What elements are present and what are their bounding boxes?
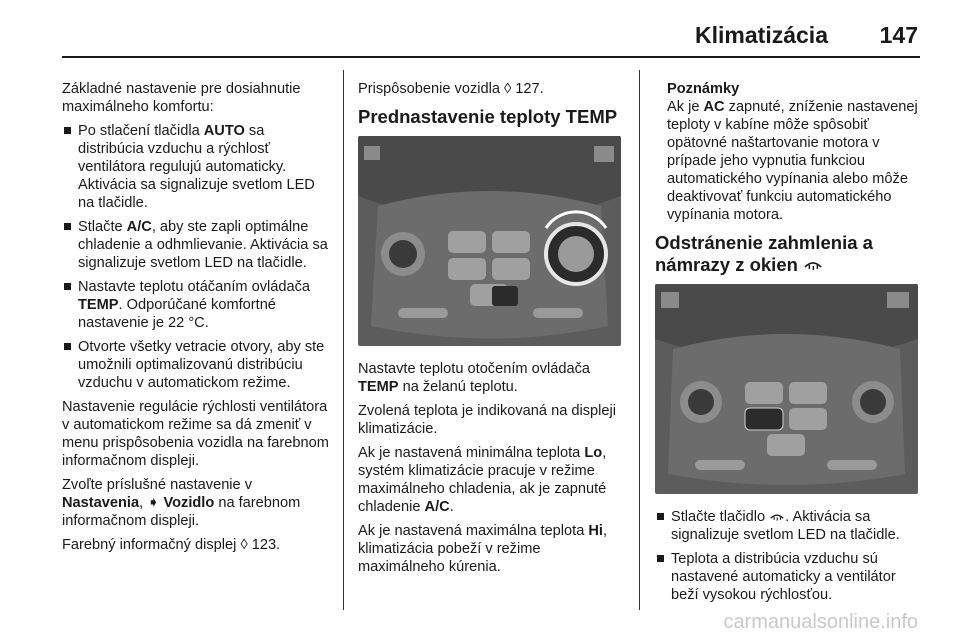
min-temp-paragraph: Ak je nastavená minimálna teplota Lo, systém klimatizácie pracuje v režime maximálneho chladenia, ak je zapnuté chladenie A/C. — [358, 445, 607, 515]
climate-panel-illustration — [655, 284, 918, 494]
page-header — [62, 14, 920, 58]
temp-section-heading: Prednastavenie teploty TEMP — [358, 106, 618, 127]
max-temp-paragraph: Ak je nastavená maximálna teplota Hi, klimatizácia pobeží v režime maximálneho kúrenia. — [358, 523, 608, 575]
temp-display-paragraph: Zvolená teplota je indikovaná na displeji klimatizácie. — [358, 403, 616, 437]
defrost-section-heading: Odstránenie zahmlenia a námrazy z okien — [655, 232, 873, 275]
vehicle-personalisation-reference: Prispôsobenie vozidla ◊ 127. — [358, 81, 544, 97]
list-item: Po stlačení tlačidla AUTO sa distribúcia vzduchu a rýchlosť ventilátora regulujú automaticky. Aktivácia sa signalizuje svetlom LED na tlačidle. — [62, 122, 332, 212]
page-title: Klimatizácia — [695, 22, 828, 48]
watermark: carmanualsonline.info — [723, 611, 918, 633]
climate-panel-temp-photo — [358, 136, 621, 346]
note-title: Poznámky — [667, 81, 740, 97]
column-2 — [358, 80, 628, 608]
page-number: 147 — [879, 22, 918, 48]
list-item: Nastavte teplotu otáčaním ovládača TEMP. Odporúčané komfortné nastavenie je 22 °C. — [62, 278, 332, 332]
list-item: Stlačte tlačidlo . Aktivácia sa signalizuje svetlom LED na tlačidle. — [655, 508, 925, 544]
climate-panel-defrost-photo — [655, 284, 918, 494]
windshield-defrost-icon — [769, 509, 785, 523]
fan-speed-paragraph: Nastavenie regulácie rýchlosti ventilátora v automatickom režime sa dá zmeniť v menu prispôsobenia vozidla na farebnom informačnom displeji. — [62, 399, 329, 469]
intro-paragraph: Základné nastavenie pre dosiahnutie maximálneho komfortu: — [62, 81, 301, 115]
display-reference: Farebný informačný displej ◊ 123. — [62, 537, 281, 553]
select-setting-paragraph: Zvoľte príslušné nastavenie v Nastavenia, ➧ Vozidlo na farebnom informačnom displeji. — [62, 477, 301, 529]
windshield-defrost-icon — [803, 255, 823, 273]
note-box — [655, 80, 925, 224]
list-item: Stlačte A/C, aby ste zapli optimálne chladenie a odhmlievanie. Aktivácia sa signalizuje svetlom LED na tlačidle. — [62, 218, 332, 272]
list-item: Otvorte všetky vetracie otvory, aby ste umožnili optimalizovanú distribúciu vzduchu v automatickom režime. — [62, 338, 332, 392]
auto-settings-list — [62, 122, 332, 392]
column-divider — [343, 70, 344, 610]
defrost-steps-list — [655, 508, 925, 604]
column-divider — [639, 70, 640, 610]
column-3 — [655, 80, 925, 608]
arrow-right-icon: ➧ — [147, 495, 160, 511]
climate-panel-illustration — [358, 136, 621, 346]
list-item: Teplota a distribúcia vzduchu sú nastavené automaticky a ventilátor beží vysokou rýchlosťou. — [655, 550, 925, 604]
note-text: Ak je AC zapnuté, zníženie nastavenej teploty v kabíne môže spôsobiť opätovné naštartovanie motora v prípade jeho vypnutia funkciou automatického vypínania alebo môže deaktivovať funkciu automatického vypínania motora. — [667, 99, 918, 223]
column-1 — [62, 80, 332, 608]
set-temp-paragraph: Nastavte teplotu otočením ovládača TEMP na želanú teplotu. — [358, 361, 591, 395]
